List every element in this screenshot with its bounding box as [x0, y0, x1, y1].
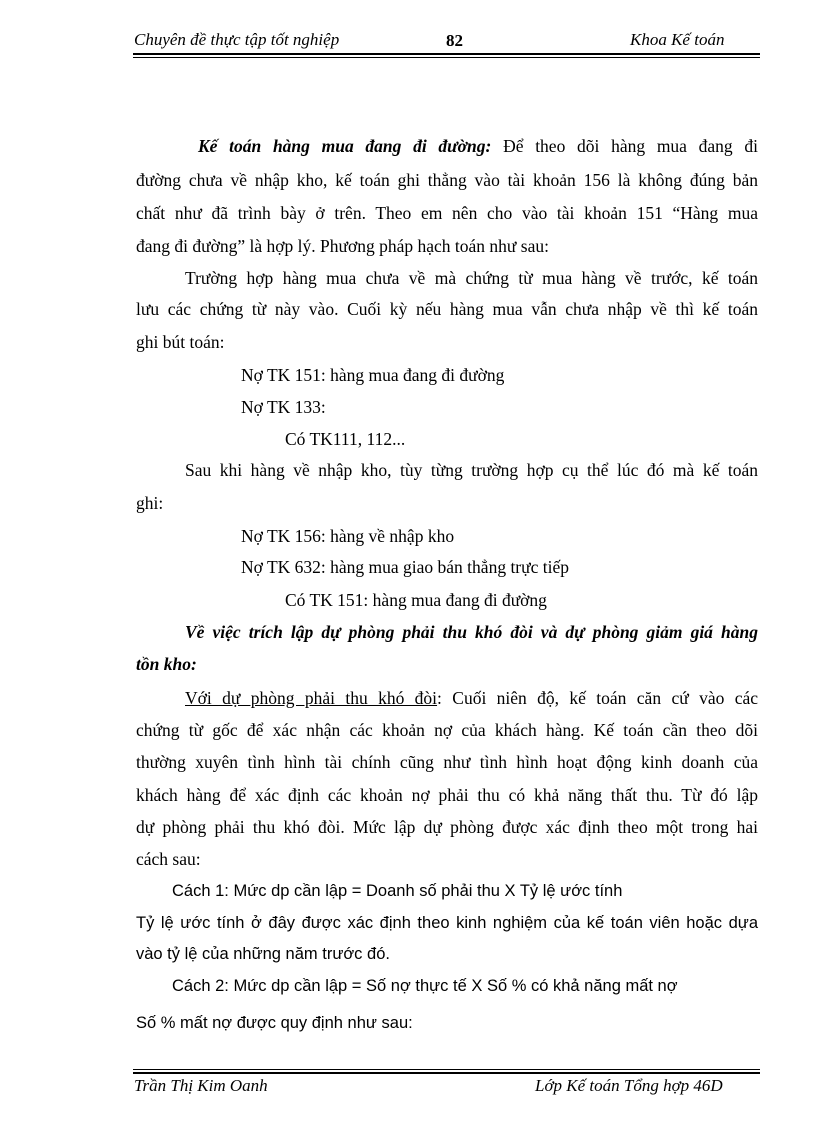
journal-entry: Nợ TK 133:	[241, 397, 326, 417]
section-label: Kế toán hàng mua đang đi đường:	[198, 136, 492, 156]
journal-entry: Nợ TK 151: hàng mua đang đi đường	[241, 365, 505, 385]
paragraph-line: thường xuyên tình hình tài chính cũng như tình hình hoạt động kinh doanh của	[136, 752, 758, 772]
section-heading: Về việc trích lập dự phòng phải thu khó đòi và dự phòng giảm giá hàng	[185, 622, 758, 642]
paragraph-text: Để theo dõi hàng mua đang đi	[491, 136, 758, 156]
footer-right: Lớp Kế toán Tổng hợp 46D	[535, 1076, 723, 1095]
paragraph-line: ghi:	[136, 493, 164, 513]
paragraph-line: chứng từ gốc để xác nhận các khoản nợ của khách hàng. Kế toán cần theo dõi	[136, 720, 758, 740]
paragraph-line: Tỷ lệ ước tính ở đây được xác định theo kinh nghiệm của kế toán viên hoặc dựa	[136, 914, 758, 932]
paragraph-line: cách sau:	[136, 849, 201, 869]
paragraph-line: chất như đã trình bày ở trên. Theo em nên cho vào tài khoản 151 “Hàng mua	[136, 203, 758, 223]
paragraph-line: ghi bút toán:	[136, 332, 225, 352]
header-rule-thin	[133, 57, 760, 58]
paragraph-line: vào tỷ lệ của những năm trước đó.	[136, 945, 390, 963]
paragraph-line: dự phòng phải thu khó đòi. Mức lập dự phòng được xác định theo một trong hai	[136, 817, 758, 837]
footer-left: Trần Thị Kim Oanh	[134, 1076, 268, 1095]
paragraph-line	[185, 688, 758, 708]
paragraph-line: Trường hợp hàng mua chưa về mà chứng từ mua hàng về trước, kế toán	[185, 268, 758, 288]
journal-entry: Có TK111, 112...	[285, 429, 406, 449]
paragraph-line: đường chưa về nhập kho, kế toán ghi thẳng vào tài khoản 156 là không đúng bản	[136, 170, 758, 190]
paragraph-line: Sau khi hàng về nhập kho, tùy từng trường hợp cụ thể lúc đó mà kế toán	[185, 460, 758, 480]
paragraph-line: khách hàng để xác định các khoản nợ phải thu có khả năng thất thu. Từ đó lập	[136, 785, 758, 805]
journal-entry: Có TK 151: hàng mua đang đi đường	[285, 590, 547, 610]
subsection-label: Với dự phòng phải thu khó đòi	[185, 688, 438, 708]
journal-entry: Nợ TK 632: hàng mua giao bán thẳng trực tiếp	[241, 557, 569, 577]
formula-line: Cách 2: Mức dp cần lập = Số nợ thực tế X Số % có khả năng mất nợ	[172, 977, 678, 995]
header-rule	[133, 53, 760, 55]
header-left: Chuyên đề thực tập tốt nghiệp	[134, 30, 340, 49]
paragraph-text: : Cuối niên độ, kế toán căn cứ vào các	[437, 688, 759, 708]
paragraph-line: Số % mất nợ được quy định như sau:	[136, 1014, 413, 1032]
paragraph-line: lưu các chứng từ này vào. Cuối kỳ nếu hàng mua vẫn chưa nhập về thì kế toán	[136, 299, 758, 319]
journal-entry: Nợ TK 156: hàng về nhập kho	[241, 526, 455, 546]
page-number: 82	[446, 31, 463, 50]
footer-rule-thin	[133, 1069, 760, 1070]
header-right: Khoa Kế toán	[630, 30, 725, 49]
paragraph-line	[198, 136, 758, 156]
footer-rule	[133, 1072, 760, 1074]
formula-line: Cách 1: Mức dp cần lập = Doanh số phải thu X Tỷ lệ ước tính	[172, 882, 623, 900]
paragraph-line: đang đi đường” là hợp lý. Phương pháp hạch toán như sau:	[136, 236, 549, 256]
section-heading: tồn kho:	[136, 654, 197, 674]
